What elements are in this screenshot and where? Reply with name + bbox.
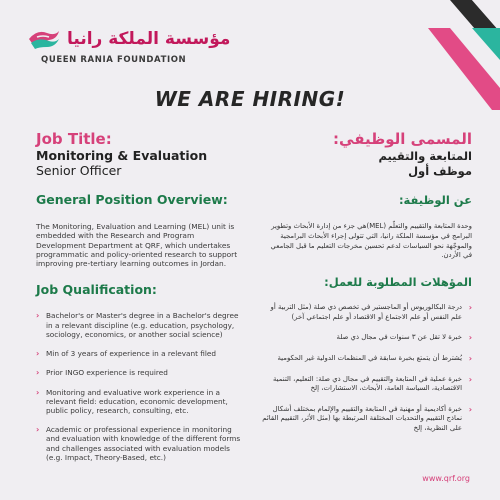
chevron-right-icon: › [36, 311, 40, 321]
logo-arabic-text: مؤسسة الملكة رانيا [67, 29, 231, 49]
qrf-logo-icon [27, 27, 61, 51]
chevron-left-icon: ‹ [468, 404, 472, 414]
qualification-item [36, 311, 241, 339]
job-title-label: Job Title: [36, 130, 112, 148]
headline: WE ARE HIRING! [154, 87, 346, 111]
chevron-right-icon: › [36, 349, 40, 359]
job-title-line2: Senior Officer [36, 163, 122, 178]
job-title-label-ar: المسمى الوظيفي: [333, 130, 472, 148]
qualification-list-ar [262, 303, 472, 433]
qualification-item [36, 425, 241, 462]
qualification-heading-ar: المؤهلات المطلوبة للعمل: [324, 275, 472, 290]
qualification-text: Academic or professional experience in monitoring and evaluation with knowledge of the different forms and challenges associated with evaluation models (e.g. Impact, Theory-Based, etc.) [46, 425, 241, 462]
overview-text-ar: وحدة المتابعة والتقييم والتعلّم (MEL)هي جزء من إدارة الأبحاث وتطوير البرامج في مؤسسة الملكة رانيا، التي تتولى إجراء الأبحاث البرامجية والموجّهة نحو السياسات لدعم تحسين مخرجات التعليم ما قبل الجامعي في الأردن. [270, 222, 472, 260]
english-column [36, 130, 241, 472]
qualification-text-ar: خبرة عملية في المتابعة والتقييم في مجال ذي صلة: التعليم، التنمية الاقتصادية، السياسة العامة، الأبحاث، الاستشارات، إلخ [272, 374, 462, 393]
qualification-text: Prior INGO experience is required [46, 368, 168, 378]
qrf-logo [27, 25, 230, 65]
arabic-column [262, 130, 472, 445]
overview-heading-ar: عن الوظيفة: [398, 193, 472, 207]
job-title-line1-ar: المتابعة والتقييم [378, 149, 472, 163]
overview-text: The Monitoring, Evaluation and Learning (MEL) unit is embedded with the Research and Program Development Department at QRF, which undertakes programmatic and policy-oriented research to support improving pre-tertiary learning outcomes in Jordan. [36, 222, 238, 269]
qualification-text-ar: يُشترط أن يتمتع بخبرة سابقة في المنظمات الدولية غير الحكومية [277, 353, 462, 362]
qualification-item-ar [262, 354, 472, 364]
chevron-left-icon: ‹ [468, 374, 472, 384]
job-title-line1: Monitoring & Evaluation [36, 148, 208, 163]
qualification-text-ar: خبرة أكاديمية أو مهنية في المتابعة والتقييم والإلمام بمختلف أشكال نماذج التقييم والتحديات المختلفة المرتبطة بها (مثل الأثر، التقييم القائم على النظرية، إلخ [262, 404, 462, 432]
qualification-item-ar [262, 375, 472, 394]
chevron-left-icon: ‹ [468, 353, 472, 363]
chevron-left-icon: ‹ [468, 303, 472, 313]
qualification-item [36, 349, 241, 358]
qualification-text-ar: درجة البكالوريوس أو الماجستير في تخصص ذي صلة (مثل التربية أو علم النفس أو علم الاجتماع أو الاقتصاد أو علم اجتماعي آخر) [270, 303, 462, 321]
website-link[interactable]: www.qrf.org [422, 474, 470, 483]
qualification-text: Bachelor's or Master's degree in a Bachelor's degree in a relevant discipline (e.g. education, psychology, sociology, economics, or another social science) [46, 311, 239, 339]
qualification-text-ar: خبرة لا تقل عن ٣ سنوات في مجال ذي صلة [336, 333, 462, 342]
chevron-right-icon: › [36, 387, 40, 397]
qualification-item-ar [262, 405, 472, 434]
qualification-item-ar [262, 333, 472, 343]
chevron-right-icon: › [36, 368, 40, 378]
qualification-heading: Job Qualification: [36, 282, 157, 298]
overview-heading: General Position Overview: [36, 192, 228, 207]
job-title-line2-ar: موظف أول [408, 164, 472, 178]
qualification-item [36, 368, 241, 377]
chevron-left-icon: ‹ [468, 333, 472, 343]
qualification-text: Min of 3 years of experience in a relevant filed [46, 349, 217, 359]
qualification-item [36, 388, 241, 416]
logo-english-text: QUEEN RANIA FOUNDATION [41, 55, 187, 65]
chevron-right-icon: › [36, 425, 40, 435]
qualification-item-ar [262, 303, 472, 322]
qualification-list [36, 311, 241, 461]
qualification-text: Monitoring and evaluative work experience in a relevant field: education, economic development, public policy, research, consulting, etc. [46, 387, 228, 415]
